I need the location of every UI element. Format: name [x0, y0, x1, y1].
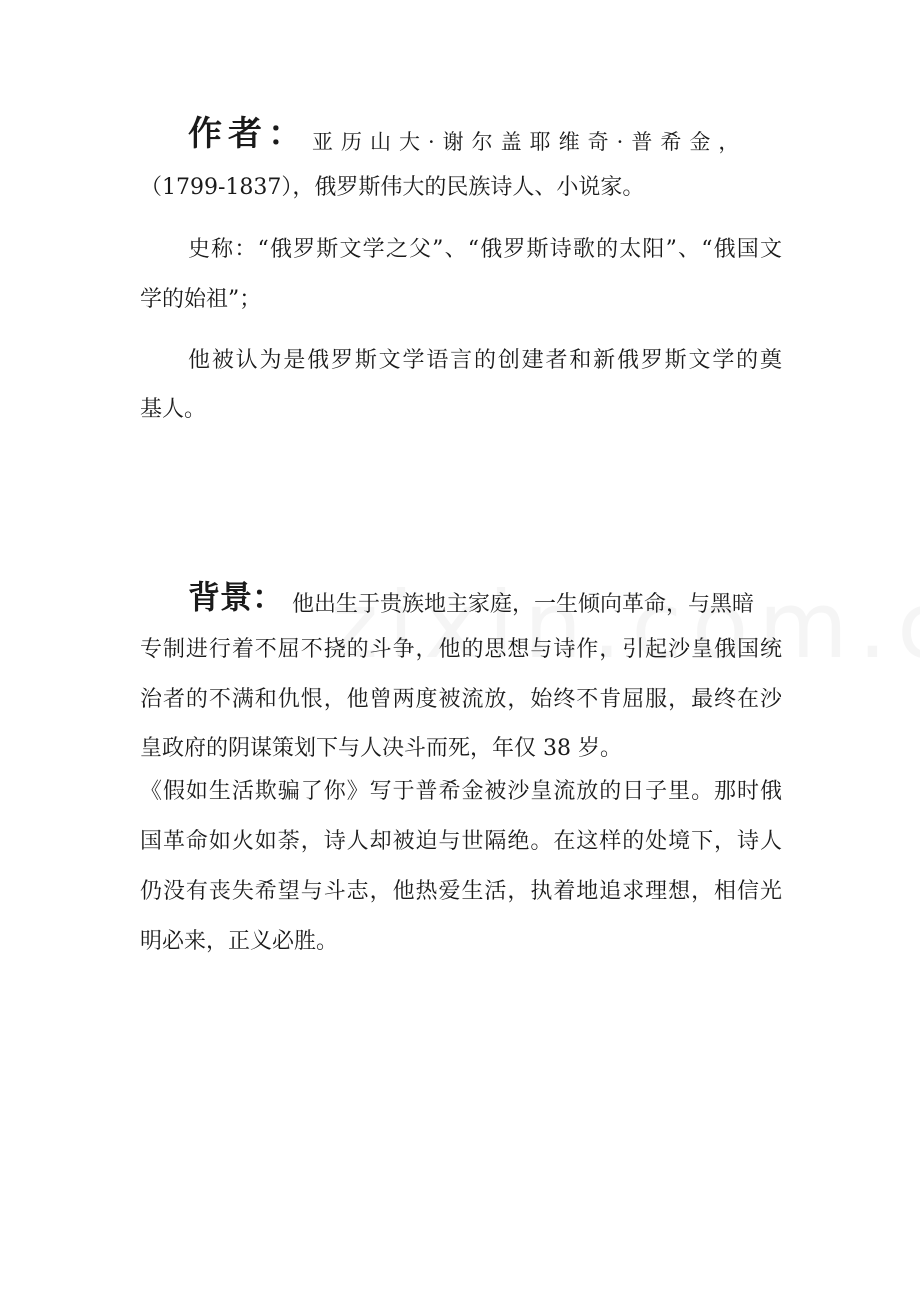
author-dates-line: （1799-1837），俄罗斯伟大的民族诗人、小说家。	[140, 175, 645, 200]
background-heading-line	[188, 578, 782, 623]
poem-line-1: 《假如生活欺骗了你》写于普希金被沙皇流放的日子里。那时俄	[140, 779, 782, 804]
background-line-1: 他出生于贵族地主家庭，一生倾向革命，与黑暗	[292, 592, 755, 617]
background-line-4: 皇政府的阴谋策划下与人决斗而死，年仅 38 岁。	[140, 736, 622, 761]
author-name: 亚历山大·谢尔盖耶维奇·普希金，	[312, 130, 748, 154]
background-label: 背景：	[188, 578, 285, 616]
poem-line-4: 明必来，正义必胜。	[140, 929, 339, 954]
author-label: 作者：	[188, 114, 308, 154]
poem-line-3: 仍没有丧失希望与斗志，他热爱生活，执着地追求理想，相信光	[140, 879, 782, 904]
background-line-2: 专制进行着不屈不挠的斗争，他的思想与诗作，引起沙皇俄国统	[140, 637, 782, 662]
author-founder-line-1: 他被认为是俄罗斯文学语言的创建者和新俄罗斯文学的奠	[188, 348, 782, 373]
author-titles-line-2: 学的始祖”；	[140, 287, 262, 312]
author-titles-line-1: 史称：“俄罗斯文学之父”、“俄罗斯诗歌的太阳”、“俄国文	[188, 237, 782, 262]
background-line-3: 治者的不满和仇恨，他曾两度被流放，始终不肯屈服，最终在沙	[140, 687, 782, 712]
author-heading-line	[188, 114, 782, 160]
author-founder-line-2: 基人。	[140, 397, 207, 422]
poem-line-2: 国革命如火如荼，诗人却被迫与世隔绝。在这样的处境下，诗人	[140, 829, 782, 854]
